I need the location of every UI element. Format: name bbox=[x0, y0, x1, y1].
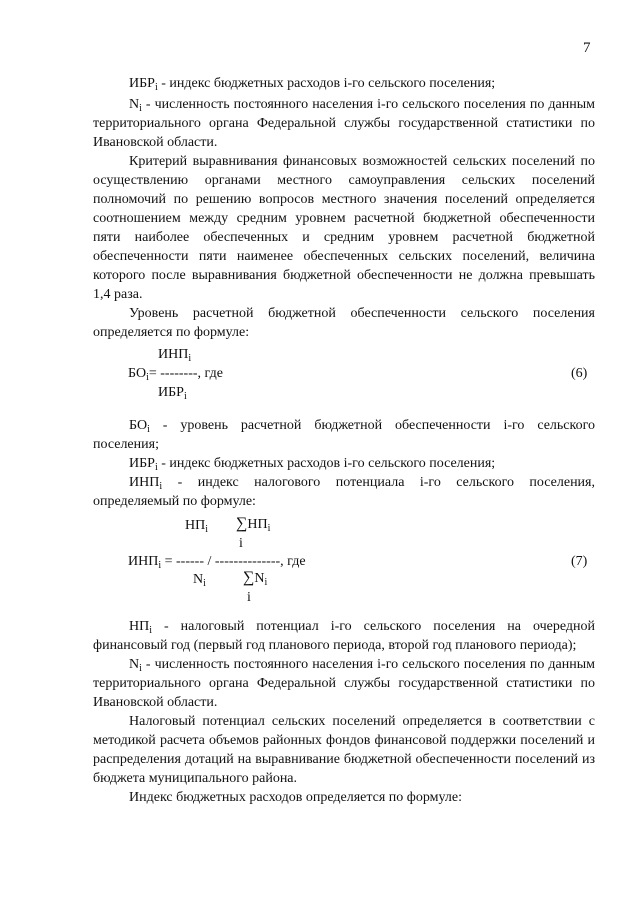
formula-7-number: (7) bbox=[571, 554, 588, 569]
definition-inp: $ИНП_i$ - индекс налогового потенциала i-го сельского поселения, определяемый по формуле: bbox=[93, 475, 595, 509]
index-intro-paragraph: Индекс бюджетных расходов определяется по формуле: bbox=[129, 790, 462, 805]
formula-6-number: (6) bbox=[571, 366, 588, 381]
formula-6-numerator: $ИНП_i$ bbox=[158, 347, 192, 364]
formula-7-num-right: $\sum НП_i$ bbox=[236, 515, 271, 534]
formula-7-sum-index-bottom: i bbox=[247, 590, 251, 605]
text-block-2 bbox=[93, 416, 595, 511]
definition-n-2: $N_i$ - численность постоянного населения i-го сельского поселения по данным территориального органа Федеральной службы государственной статистики по Ивановской области. bbox=[93, 657, 595, 710]
text-block-3 bbox=[93, 617, 595, 807]
sum-symbol-2: ∑ bbox=[243, 569, 255, 586]
tax-potential-paragraph: Налоговый потенциал сельских поселений определяется в соответствии с методикой расчета объемов районных фондов финансовой поддержки поселений и распределения дотаций на выравнивание бюджетной обеспеченности поселений из бюджета муниципального района. bbox=[93, 714, 595, 786]
definition-n: $N_i$ - численность постоянного населения i-го сельского поселения по данным территориального органа Федеральной службы государственной статистики по Ивановской области. bbox=[93, 97, 595, 150]
formula-6-denominator: $ИБР_i$ bbox=[158, 385, 187, 402]
formula-7-den-right: $\sum N_i$ bbox=[243, 569, 268, 588]
page-number: 7 bbox=[583, 40, 591, 56]
formula-6-lhs: $БО_i=$ --------, где bbox=[128, 366, 223, 383]
definition-np: $НП_i$ - налоговый потенциал i-го сельского поселения на очередной финансовый год (первый год планового периода, второй год планового периода); bbox=[93, 619, 595, 653]
formula-7-sum-index-top: i bbox=[239, 536, 243, 551]
formula-7-num-left: $НП_i$ bbox=[185, 518, 209, 535]
formula-7-lhs: $ИНП_i$ = ------ / --------------, где bbox=[128, 554, 306, 571]
definition-ibr-2: $ИБР_i$ - индекс бюджетных расходов i-го сельского поселения; bbox=[129, 456, 496, 473]
text-block-1 bbox=[93, 74, 595, 342]
criterion-paragraph: Критерий выравнивания финансовых возможностей сельских поселений по осуществлению органами местного самоуправления сельских поселений полномочий по решению вопросов местного значения поселений определяется соотношением между средним уровнем расчетной бюджетной обеспеченности пяти наиболее обеспеченных и средним уровнем расчетной бюджетной обеспеченности пяти наименее обеспеченных сельских поселений, величина которого после выравнивания бюджетной обеспеченности не должна превышать 1,4 раза. bbox=[93, 154, 595, 302]
definition-ibr: $ИБР_i$ - индекс бюджетных расходов i-го сельского поселения; bbox=[129, 76, 496, 93]
level-intro-paragraph: Уровень расчетной бюджетной обеспеченности сельского поселения определяется по формуле: bbox=[93, 306, 595, 340]
definition-bo: $БО_i$ - уровень расчетной бюджетной обеспеченности i-го сельского поселения; bbox=[93, 418, 595, 452]
sum-symbol: ∑ bbox=[236, 515, 248, 532]
formula-7-den-left: $N_i$ bbox=[193, 572, 206, 589]
